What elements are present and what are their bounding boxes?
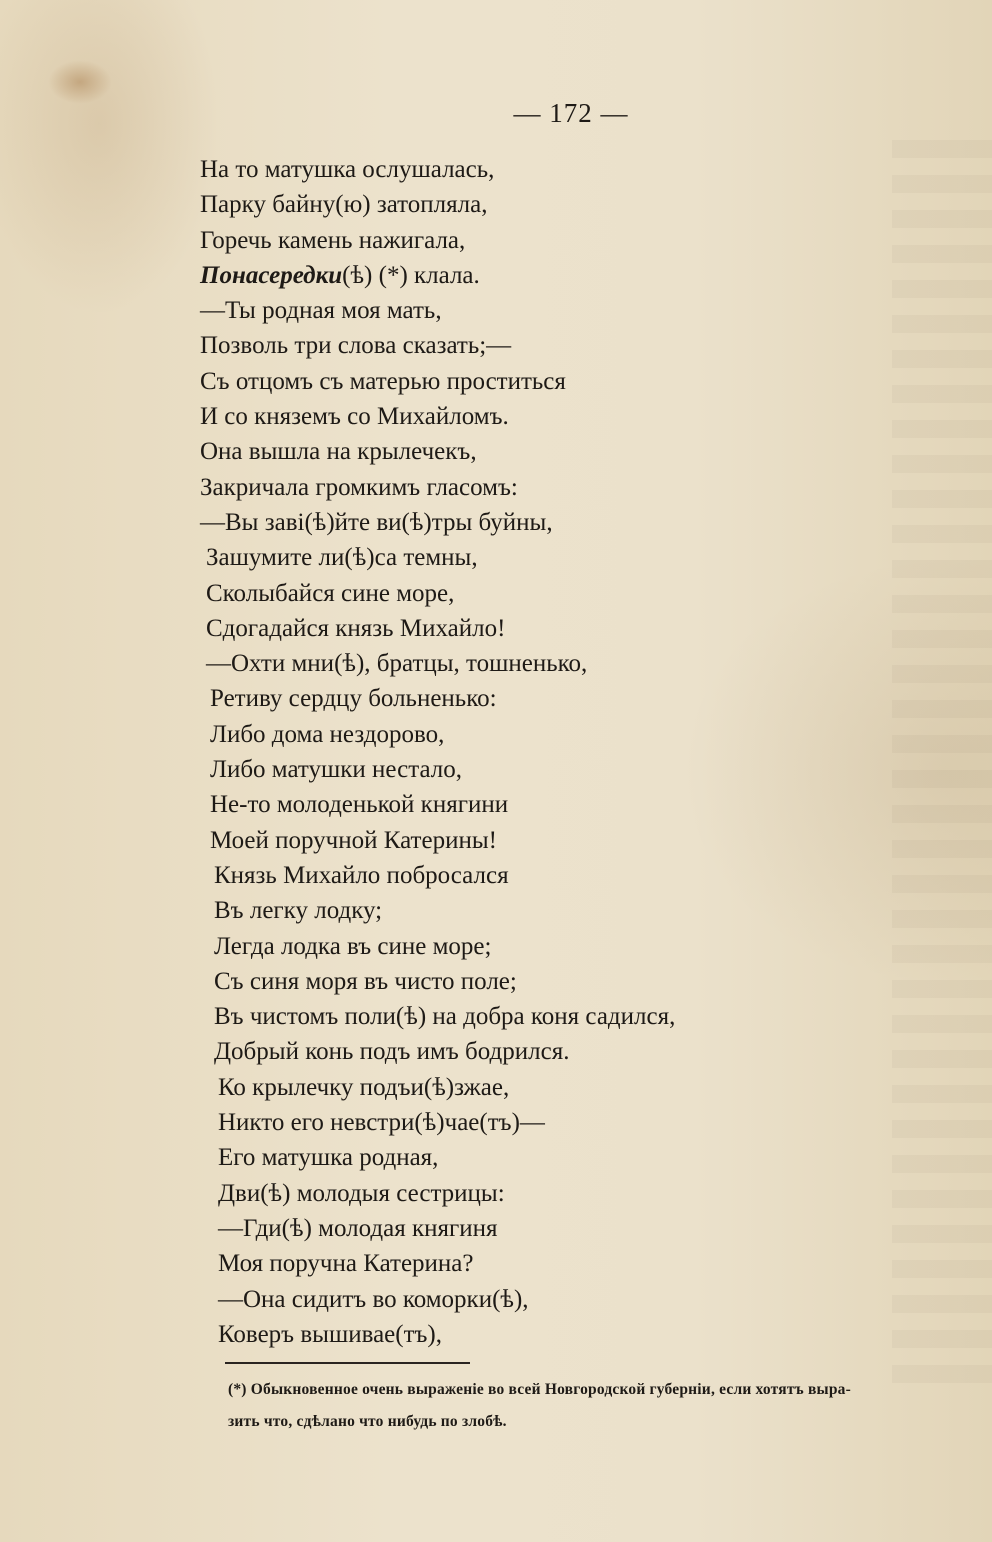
verse-line: На то матушка ослушалась, [200, 156, 495, 183]
verse-line: Коверъ вышивае(тъ), [218, 1320, 443, 1348]
verse-line: Позволь три слова сказать;— [200, 332, 512, 360]
verse-line: —Вы заві(ѣ)йте ви(ѣ)тры буйны, [200, 508, 553, 536]
verse-line: Ретиву сердцу больненько: [210, 685, 497, 713]
verse-line: Горечь камень нажигала, [200, 226, 466, 254]
verse-line: Добрый конь подъ имъ бодрился. [214, 1038, 570, 1066]
verse-line-rest: (ѣ) (*) клала. [342, 261, 480, 289]
verse-line: Въ легку лодку; [214, 897, 383, 925]
verse-line: Она вышла на крылечекъ, [200, 438, 477, 466]
verse-line: —Ты родная моя мать, [200, 297, 442, 325]
verse-line: Либо дома нездорово, [210, 720, 445, 748]
verse-line: Князь Михайло побросался [214, 861, 509, 889]
verse-line: Сколыбайся сине море, [206, 579, 455, 607]
verse-line: Либо матушки нестало, [210, 756, 462, 784]
verse-line: И со княземъ со Михайломъ. [200, 403, 509, 431]
italic-term: Понасередки [200, 261, 343, 289]
verse-line: Съ отцомъ съ матерью проститься [200, 367, 566, 395]
verse-line: Легда лодка въ сине море; [214, 932, 492, 960]
verse-line: Ко крылечку подъи(ѣ)зжае, [218, 1073, 510, 1101]
verse-line: —Гди(ѣ) молодая княгиня [218, 1214, 498, 1242]
verse-line: —Она сидитъ во коморки(ѣ), [218, 1285, 529, 1313]
verse-line: Сдогадайся князь Михайло! [206, 614, 506, 642]
verse-line: Въ чистомъ поли(ѣ) на добра коня садился, [214, 1003, 676, 1031]
verse-line: Дви(ѣ) молодыя сестрицы: [218, 1179, 505, 1207]
verse-line: Не-то молоденькой княгини [210, 791, 509, 819]
footnote-rule [225, 1362, 470, 1364]
bleed-through-text [892, 140, 992, 1390]
verse-line: Съ синя моря въ чисто поле; [214, 967, 517, 995]
verse-line: Закричала громкимъ гласомъ: [200, 473, 518, 501]
verse-list [200, 152, 820, 1352]
footnote-line: зить что, сдѣлано что нибудь по злобѣ. [228, 1413, 507, 1430]
verse-line: Моя поручна Катерина? [218, 1250, 474, 1278]
verse-line: Парку байну(ю) затопляла, [200, 191, 488, 219]
verse-line: Его матушка родная, [218, 1144, 439, 1172]
footnote-line: (*) Обыкновенное очень выраженіе во всей Новгородской губерніи, если хотятъ выра- [228, 1381, 851, 1398]
verse-line [200, 258, 820, 293]
verse-line: Моей поручной Катерины! [210, 826, 497, 854]
verse-line: —Охти мни(ѣ), братцы, тошненько, [206, 650, 588, 678]
verse-line: Никто его невстри(ѣ)чае(тъ)— [218, 1109, 545, 1137]
footnote [228, 1374, 968, 1438]
page-number: — 172 — [513, 98, 629, 128]
verse-line: Зашумите ли(ѣ)са темны, [206, 544, 478, 572]
